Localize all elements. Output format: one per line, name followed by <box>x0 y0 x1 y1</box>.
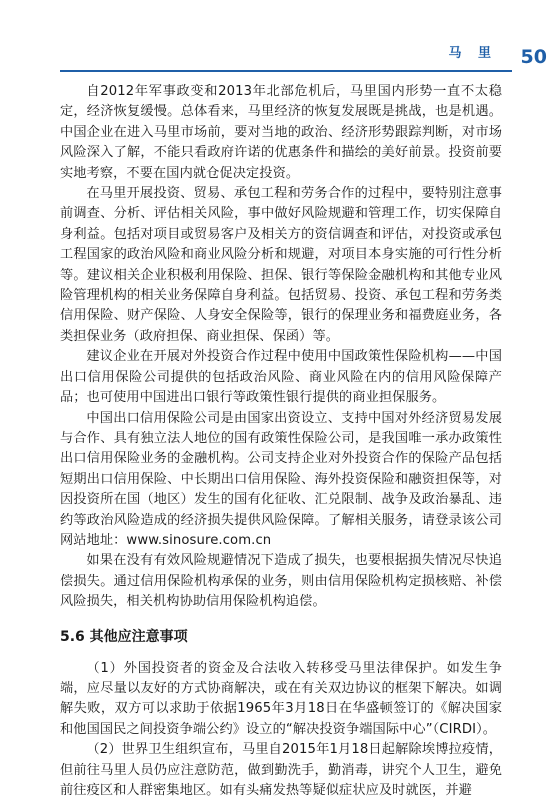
page-body <box>60 82 502 801</box>
page-header <box>0 0 559 74</box>
paragraph-dispute-resolution: （1）外国投资者的资金及合法收入转移受马里法律保护。如发生争端，应尽量以友好的方式协商解决，或在有关双边协议的框架下解决。如调解失败，双方可以求助于依据1965年3月18日在华盛顿签订的《解决国家和他国国民之间投资争端公约》设立的“解决投资争端国际中心”（CIRDI）。 <box>60 660 502 737</box>
paragraph-risk-management: 在马里开展投资、贸易、承包工程和劳务合作的过程中，要特别注意事前调查、分析、评估相关风险，事中做好风险规避和管理工作，切实保障自身利益。包括对项目或贸易客户及相关方的资信调查和评估，对投资或承包工程国家的政治风险和商业风险分析和规避，对项目本身实施的可行性分析等。建议相关企业积极利用保险、担保、银行等保险金融机构和其他专业风险管理机构的相关业务保障自身利益。包括贸易、投资、承包工程和劳务类信用保险、财产保险、人身安全保险等，银行的保理业务和福费庭业务，各类担保业务（政府担保、商业担保、保函）等。 <box>60 186 502 344</box>
paragraph-ebola-notice: （2）世界卫生组织宣布，马里自2015年1月18日起解除埃博拉疫情，但前往马里人员仍应注意防范，做到勤洗手，勤消毒，讲究个人卫生，避免前往疫区和人群密集地区。如有头痛发热等疑似症状应及时就医，并避 <box>60 742 502 798</box>
paragraph-loss-recovery: 如果在没有有效风险规避情况下造成了损失，也要根据损失情况尽快追偿损失。通过信用保险机构承保的业务，则由信用保险机构定损核赔、补偿风险损失，相关机构协助信用保险机构追偿。 <box>60 553 502 610</box>
paragraph-sinosure: 中国出口信用保险公司是由国家出资设立、支持中国对外经济贸易发展与合作、具有独立法人地位的国有政策性保险公司，是我国唯一承办政策性出口信用保险业务的金融机构。公司支持企业对外投资合作的保险产品包括短期出口信用保险、中长期出口信用保险、海外投资保险和融资担保等，对因投资所在国（地区）发生的国有化征收、汇兑限制、战争及政治暴乱、违约等政治风险造成的经济损失提供风险保障。了解相关服务，请登录该公司网站地址：www.sinosure.com.cn <box>60 410 502 548</box>
paragraph-policy-insurance: 建议企业在开展对外投资合作过程中使用中国政策性保险机构——中国出口信用保险公司提供的包括政治风险、商业风险在内的信用风险保障产品；也可使用中国进出口银行等政策性银行提供的商业担保服务。 <box>60 349 502 406</box>
paragraph-political-situation: 自2012年军事政变和2013年北部危机后，马里国内形势一直不太稳定，经济恢复缓慢。总体看来，马里经济的恢复发展既是挑战，也是机遇。中国企业在进入马里市场前，要对当地的政治、经济形势跟踪判断，对市场风险深入了解，不能只看政府许诺的优惠条件和描绘的美好前景。投资前要实地考察，不要在国内就仓促决定投资。 <box>60 84 502 181</box>
running-title: 马 里 <box>448 46 497 61</box>
section-heading: 5.6 其他应注意事项 <box>60 628 188 645</box>
header-rule <box>60 70 512 72</box>
page-number: 50 <box>520 46 547 68</box>
